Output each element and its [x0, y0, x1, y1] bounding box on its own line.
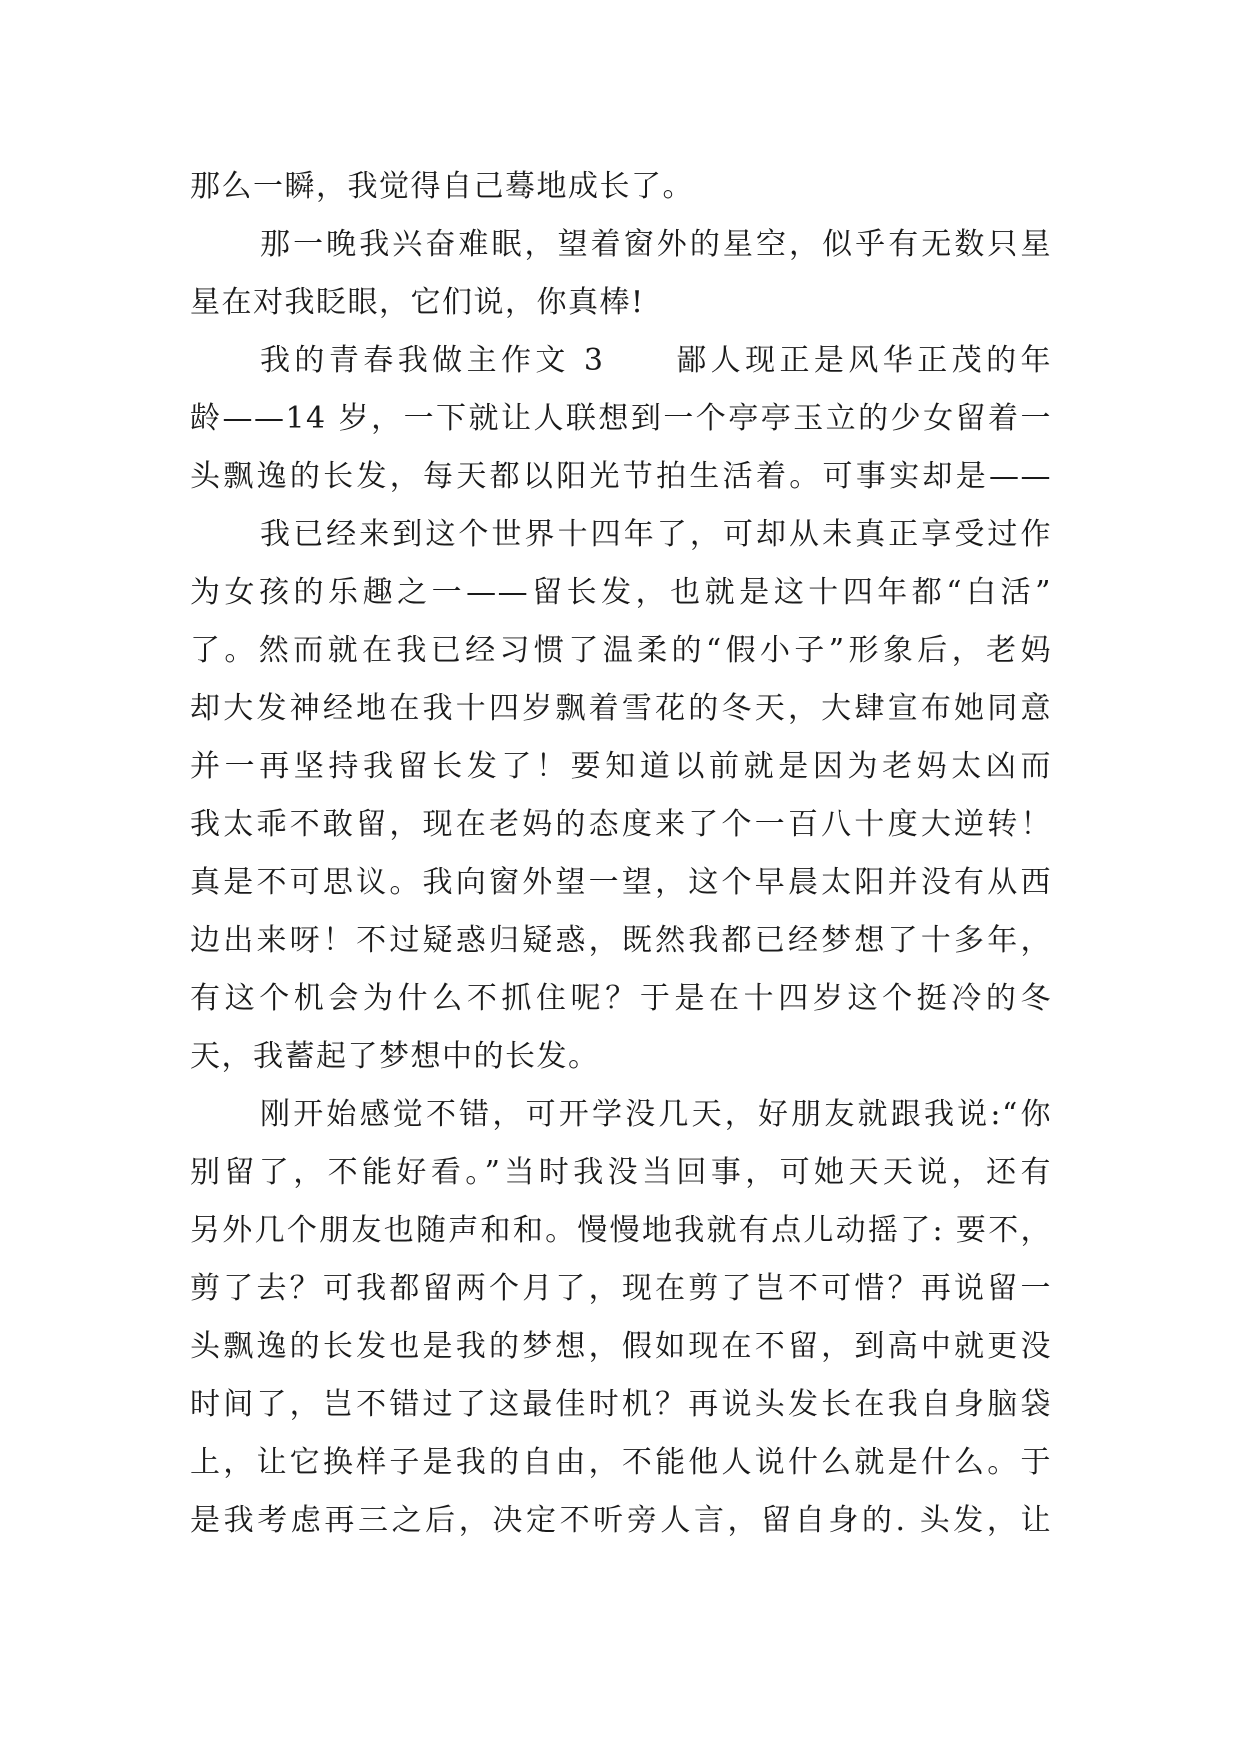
text-line: 了。然而就在我已经习惯了温柔的“假小子”形象后，老妈 [190, 633, 1052, 668]
text-line: 上，让它换样子是我的自由，不能他人说什么就是什么。于 [190, 1445, 1052, 1480]
text-line: 龄——14 岁，一下就让人联想到一个亭亭玉立的少女留着一 [190, 401, 1052, 436]
text-line: 我太乖不敢留，现在老妈的态度来了个一百八十度大逆转！ [190, 807, 1052, 842]
section-heading-line: 我的青春我做主作文 3 鄙人现正是风华正茂的年 [260, 343, 1052, 378]
text-line: 有这个机会为什么不抓住呢？于是在十四岁这个挺冷的冬 [190, 981, 1052, 1016]
paragraph-start-line: 刚开始感觉不错，可开学没几天，好朋友就跟我说:“你 [260, 1097, 1052, 1132]
text-line: 另外几个朋友也随声和和。慢慢地我就有点儿动摇了: 要不， [190, 1213, 1052, 1248]
text-line: 头飘逸的长发也是我的梦想，假如现在不留，到高中就更没 [190, 1329, 1052, 1364]
paragraph-start-line: 那一晚我兴奋难眠，望着窗外的星空，似乎有无数只星 [260, 227, 1052, 262]
text-line: 时间了，岂不错过了这最佳时机？再说头发长在我自身脑袋 [190, 1387, 1052, 1422]
text-line: 剪了去？可我都留两个月了，现在剪了岂不可惜？再说留一 [190, 1271, 1052, 1306]
text-line: 星在对我眨眼，它们说，你真棒! [190, 285, 645, 320]
text-line: 别留了，不能好看。”当时我没当回事，可她天天说，还有 [190, 1155, 1052, 1190]
body-text [190, 158, 1052, 1550]
text-line: 却大发神经地在我十四岁飘着雪花的冬天，大肆宣布她同意 [190, 691, 1052, 726]
text-line: 头飘逸的长发，每天都以阳光节拍生活着。可事实却是—— [190, 459, 1052, 494]
text-line: 那么一瞬，我觉得自己蓦地成长了。 [190, 169, 694, 204]
text-line: 是我考虑再三之后，决定不听旁人言，留自身的. 头发，让 [190, 1503, 1052, 1538]
paragraph-start-line: 我已经来到这个世界十四年了，可却从未真正享受过作 [260, 517, 1052, 552]
text-line: 并一再坚持我留长发了！要知道以前就是因为老妈太凶而 [190, 749, 1052, 784]
text-line: 真是不可思议。我向窗外望一望，这个早晨太阳并没有从西 [190, 865, 1052, 900]
text-line: 为女孩的乐趣之一——留长发，也就是这十四年都“白活” [190, 575, 1052, 610]
text-line: 边出来呀！不过疑惑归疑惑，既然我都已经梦想了十多年， [190, 923, 1052, 958]
text-line: 天，我蓄起了梦想中的长发。 [190, 1039, 600, 1074]
